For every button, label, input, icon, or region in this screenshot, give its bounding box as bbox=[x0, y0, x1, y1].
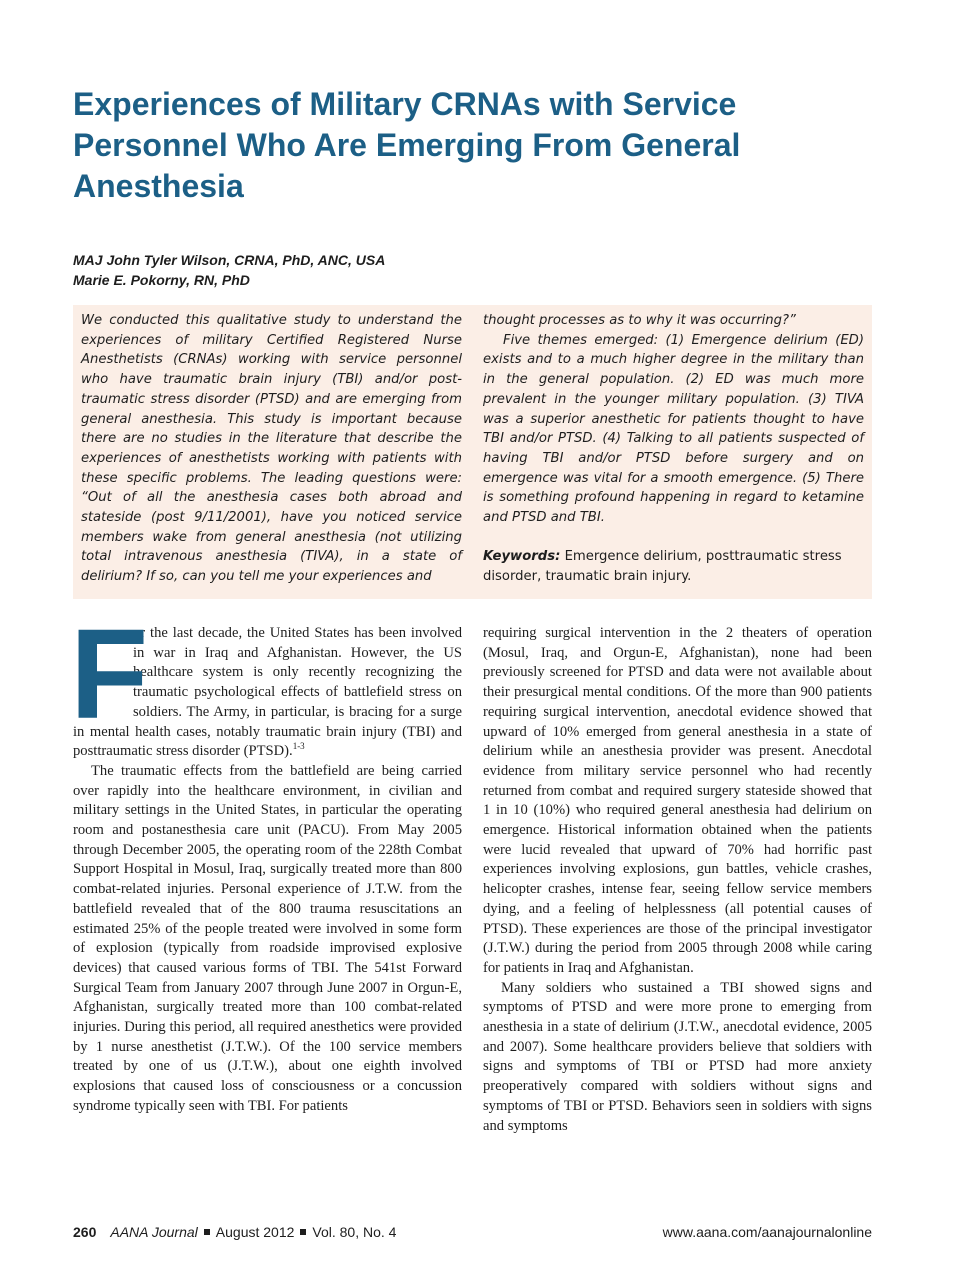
body-left-column bbox=[70, 603, 462, 1117]
abstract-themes: Five themes emerged: (1) Emergence delirium (ED) exists and to a much higher degree in the military than in the general population. (2) ED was much more prevalent in the younger military population. (3) TIVA was a superior anesthetic for patients thought to have TBI and/or PTSD. (4) Talking to all patients suspected of having TBI and/or PTSD before surgery and on emergence was vital for a smooth emergence. (5) There is something profound happening in regard to ketamine and PTSD and TBI. bbox=[483, 332, 864, 526]
author-list bbox=[73, 250, 385, 290]
body-paragraph-3: requiring surgical intervention in the 2 theaters of operation (Mosul, Iraq, and Orgun-E, Afghanistan), none had been previously screened for PTSD and data were not available about their presurgical mental conditions. Of the more than 900 patients requiring surgical intervention, anecdotal evidence showed that upward of 10% emerged from general anesthesia in a state of delirium while an anesthesia provider was present. Anecdotal evidence from military service personnel who had recently returned from combat and required surgery stateside showed that 1 in 10 (10%) who required general anesthesia had delirium on emergence. Historical information obtained when the patients were lucid revealed that upward of 70% had horrific past experiences involving explosions, gun battles, vehicle crashes, helicopter crashes, intense fear, seeing fellow service members dying, and a feeling of helplessness (all potential causes of PTSD). These experiences are those of the principal investigator (J.T.W.) during the period from 2005 through 2008 while caring for patients in Iraq and Afghanistan. bbox=[483, 625, 872, 976]
citation-ref: 1-3 bbox=[292, 741, 305, 752]
body-right-column bbox=[483, 624, 872, 1136]
intro-paragraph bbox=[70, 603, 462, 762]
intro-text: or the last decade, the United States has been involved in war in Iraq and Afghanistan. However, the US healthcare system is only recently recognizing the traumatic psychological effects of battlefield stress on soldiers. The Army, in particular, is bracing for a surge in mental health cases, notably traumatic brain injury (TBI) and posttraumatic stress disorder (PTSD). bbox=[73, 625, 462, 760]
abstract-left-column: We conducted this qualitative study to understand the experiences of military Certified Registered Nurse Anesthetists (CRNAs) working with service personnel who have traumatic brain injury (TBI) and/or post-traumatic stress disorder (PTSD) and are emerging from general anesthesia. This study is important because there are no studies in the literature that describe the experiences of anesthetists working with patients with these specific problems. The leading questions were: “Out of all the anesthesia cases both abroad and stateside (post 9/11/2001), have you noticed service members wake from general anesthesia (not utilizing total intravenous anesthesia (TIVA), in a state of delirium? If so, can you tell me your experiences and bbox=[81, 313, 462, 585]
author-1: MAJ John Tyler Wilson, CRNA, PhD, ANC, USA bbox=[73, 252, 386, 268]
volume: Vol. 80, No. 4 bbox=[312, 1224, 397, 1240]
keywords-text: Emergence delirium, posttraumatic stress disorder, traumatic brain injury. bbox=[483, 549, 842, 585]
keywords bbox=[483, 547, 864, 586]
author-2: Marie E. Pokorny, RN, PhD bbox=[73, 272, 250, 288]
body-paragraph-4: Many soldiers who sustained a TBI showed signs and symptoms of PTSD and were more prone to emerging from anesthesia in a state of delirium (J.T.W., anecdotal evidence, 2005 and 2007). Some healthcare providers believe that soldiers with signs and symptoms of TBI or PTSD had more anxiety preoperatively compared with soldiers without signs and symptoms of TBI or PTSD. Behaviors seen in soldiers with signs and symptoms bbox=[483, 979, 872, 1134]
abstract-continuation: thought processes as to why it was occurring?” bbox=[483, 313, 796, 328]
journal-name: AANA Journal bbox=[110, 1224, 198, 1240]
page-number: 260 bbox=[73, 1224, 97, 1240]
abstract-box bbox=[73, 305, 872, 599]
page-footer bbox=[73, 1222, 872, 1242]
abstract-right-column bbox=[483, 311, 864, 587]
separator-square-icon bbox=[204, 1229, 210, 1235]
separator-square-icon bbox=[300, 1229, 306, 1235]
article-title: Experiences of Military CRNAs with Service Personnel Who Are Emerging From General Anesthesia bbox=[73, 86, 741, 204]
journal-url[interactable]: www.aana.com/aanajournalonline bbox=[662, 1224, 872, 1240]
keywords-label: Keywords: bbox=[483, 549, 561, 565]
issue-date: August 2012 bbox=[215, 1224, 295, 1240]
body-paragraph-2: The traumatic effects from the battlefield are being carried over rapidly into the healthcare environment, in civilian and military settings in the United States, in particular the operating room and postanesthesia care unit (PACU). From May 2005 through December 2005, the operating room of the 228th Combat Support Hospital in Mosul, Iraq, surgically treated more than 800 combat-related injuries. Personal experience of J.T.W. from the battlefield revealed that of the 800 trauma resuscitations an estimated 25% of the people treated were involved in some form of explosion (typically from roadside improvised explosive devices) that caused various forms of TBI. The 541st Forward Surgical Team from January 2007 through June 2007 in Orgun-E, Afghanistan, surgically treated more than 100 combat-related injuries. During this period, all required anesthetics were provided by 1 nurse anesthetist (J.T.W.). Of the 100 service members treated by one of us (J.T.W.), about one eighth involved explosions that caused loss of consciousness or a concussion syndrome typically seen with TBI. For patients bbox=[73, 762, 462, 1114]
drop-cap: F bbox=[70, 603, 149, 746]
